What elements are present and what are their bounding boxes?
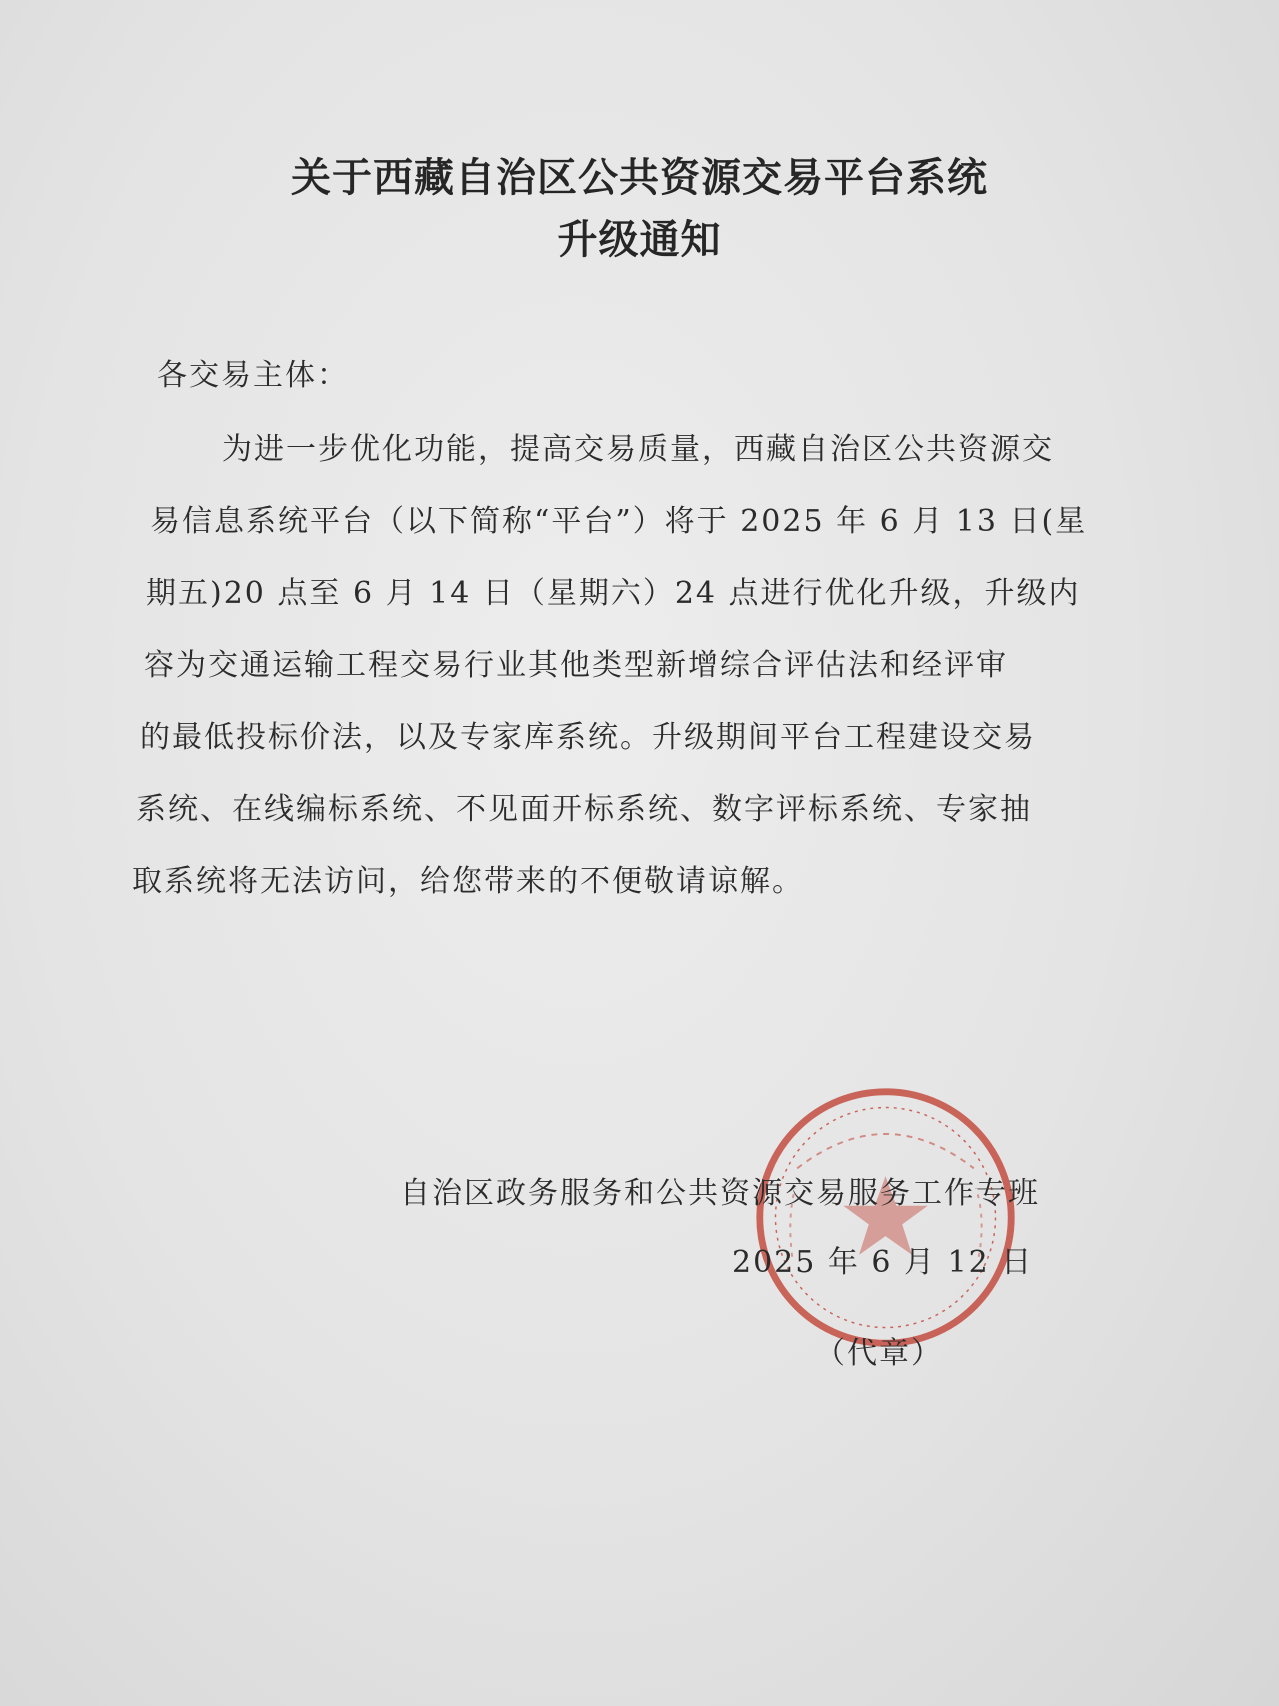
- body-line-6: 系统、在线编标系统、不见面开标系统、数字评标系统、专家抽: [136, 792, 1032, 827]
- signature-organization: 自治区政务服务和公共资源交易服务工作专班: [400, 1176, 1040, 1211]
- signature-note: （代章）: [815, 1336, 943, 1371]
- body-line-2: 易信息系统平台（以下简称“平台”）将于 2025 年 6 月 13 日(星: [150, 504, 1088, 539]
- signature-date: 2025 年 6 月 12 日: [732, 1245, 1034, 1280]
- official-seal-icon: [748, 1080, 1023, 1355]
- title-line-1: 关于西藏自治区公共资源交易平台系统: [291, 155, 988, 201]
- salutation: 各交易主体：: [157, 358, 349, 393]
- body-line-1: 为进一步优化功能，提高交易质量，西藏自治区公共资源交: [222, 432, 1054, 467]
- body-line-4: 容为交通运输工程交易行业其他类型新增综合评估法和经评审: [144, 648, 1008, 683]
- body-line-5: 的最低投标价法，以及专家库系统。升级期间平台工程建设交易: [140, 720, 1036, 755]
- body-line-3: 期五)20 点至 6 月 14 日（星期六）24 点进行优化升级，升级内: [146, 576, 1081, 611]
- body-line-7: 取系统将无法访问，给您带来的不便敬请谅解。: [132, 864, 804, 899]
- title-line-2: 升级通知: [557, 217, 722, 263]
